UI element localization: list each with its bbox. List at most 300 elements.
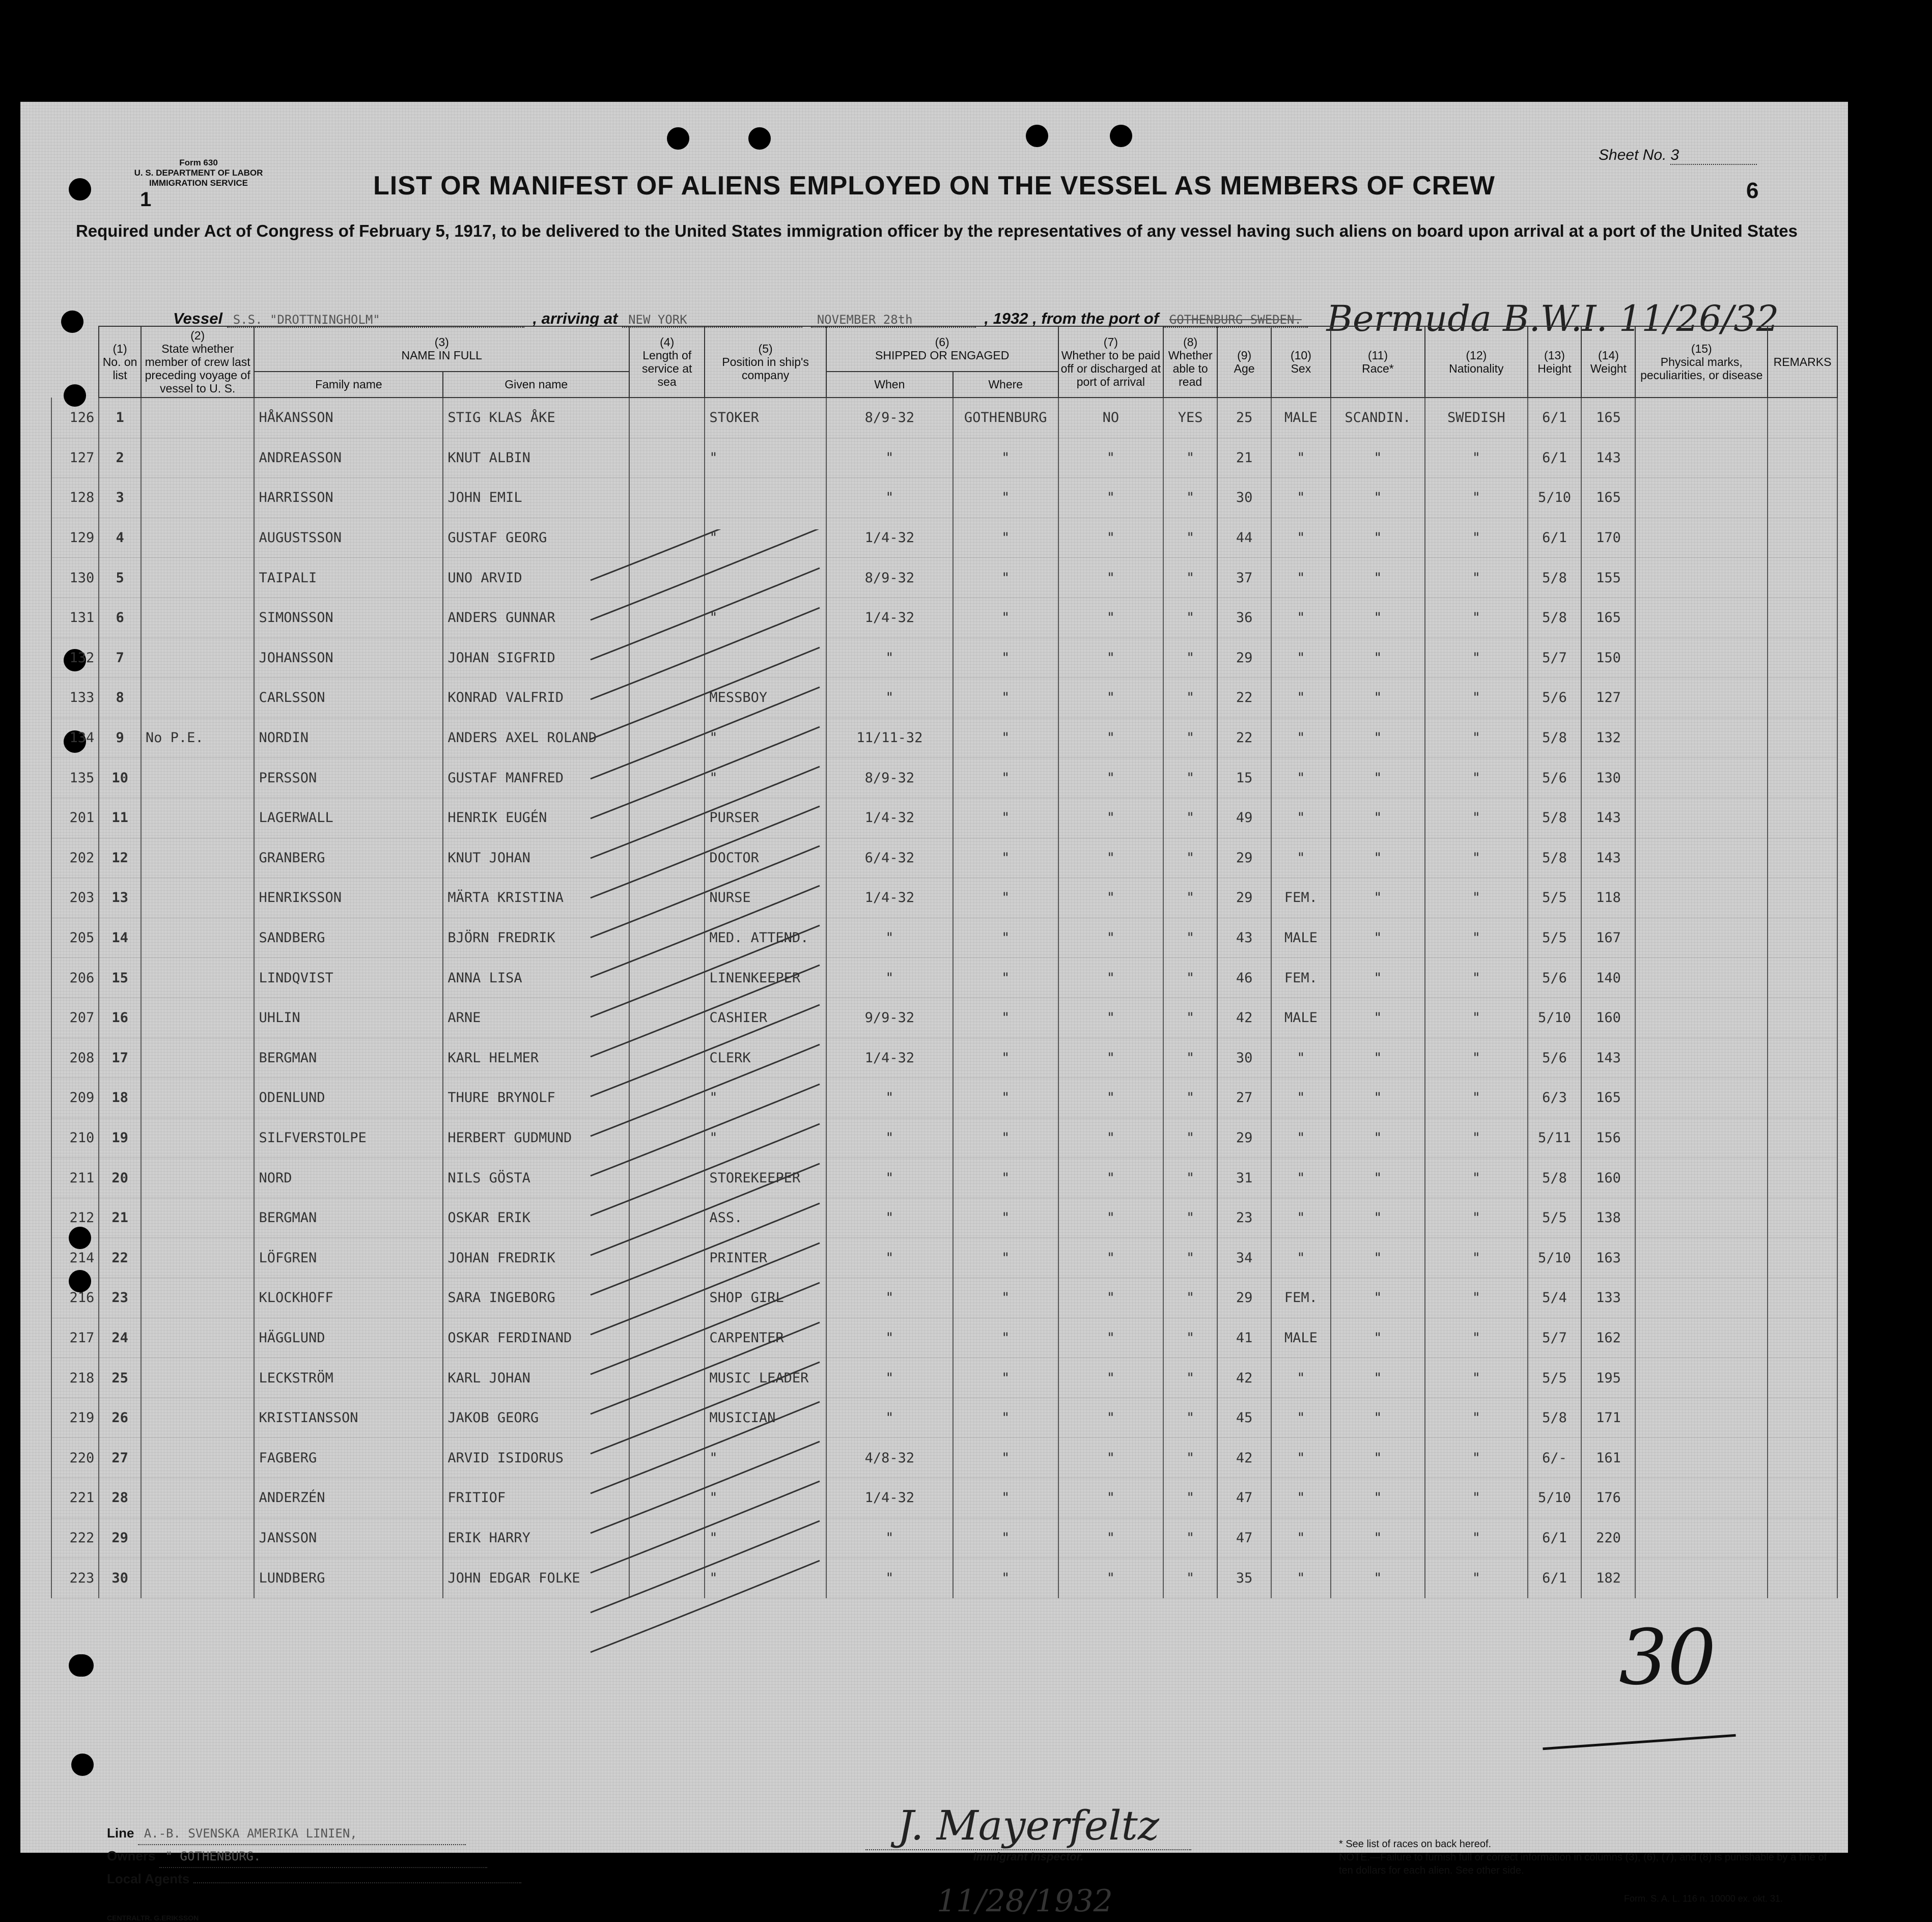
weight-cell: 143: [1581, 1038, 1635, 1078]
inspector-block: [865, 1802, 1191, 1863]
handwritten-total: 30: [1619, 1614, 1716, 1702]
ditto-stroke: [591, 965, 820, 1057]
given-name-cell: ARVID ISIDORUS: [443, 1438, 629, 1478]
from-port-handwritten: Bermuda B.W.I. 11/26/32: [1326, 298, 1779, 340]
shipped-when-cell: 1/4-32: [826, 878, 953, 918]
nationality-cell: ": [1425, 918, 1527, 958]
form-number: Form 630: [179, 158, 218, 167]
remarks-cell: [1768, 1278, 1837, 1318]
physical-marks-cell: [1635, 1558, 1768, 1598]
ditto-stroke: [591, 529, 820, 580]
side-number-cell: 205: [51, 918, 99, 958]
shipped-when-cell: ": [826, 1318, 953, 1358]
inspection-date: 11/28/1932: [937, 1883, 1113, 1919]
race-cell: ": [1331, 678, 1425, 718]
list-number-cell: 22: [99, 1238, 141, 1278]
physical-marks-cell: [1635, 878, 1768, 918]
physical-marks-cell: [1635, 1278, 1768, 1318]
table-row: [51, 1398, 1837, 1438]
ditto-stroke: [591, 1362, 820, 1454]
weight-cell: 167: [1581, 918, 1635, 958]
nationality-cell: ": [1425, 798, 1527, 838]
list-number-cell: 25: [99, 1358, 141, 1398]
sex-cell: ": [1271, 838, 1331, 878]
remarks-cell: [1768, 438, 1837, 478]
ditto-stroke: [591, 806, 820, 898]
nationality-cell: ": [1425, 438, 1527, 478]
ditto-stroke: [591, 886, 820, 977]
footnotes: [1339, 1838, 1828, 1877]
side-number-cell: 222: [51, 1518, 99, 1558]
service-length-cell: [629, 438, 705, 478]
remarks-cell: [1768, 678, 1837, 718]
remarks-cell: [1768, 878, 1837, 918]
weight-cell: 143: [1581, 438, 1635, 478]
shipped-where-cell: ": [953, 1518, 1058, 1558]
previous-voyage-cell: [141, 518, 255, 558]
sex-cell: ": [1271, 1398, 1331, 1438]
weight-cell: 176: [1581, 1478, 1635, 1518]
nationality-cell: ": [1425, 1398, 1527, 1438]
list-number-cell: 28: [99, 1478, 141, 1518]
side-number-cell: 214: [51, 1238, 99, 1278]
shipped-where-cell: GOTHENBURG: [953, 398, 1058, 438]
paid-off-cell: ": [1058, 758, 1164, 798]
previous-voyage-cell: [141, 838, 255, 878]
able-to-read-cell: ": [1163, 478, 1217, 518]
service: IMMIGRATION SERVICE: [149, 178, 248, 188]
race-cell: ": [1331, 1518, 1425, 1558]
inspector-signature: J. Mayerfeltz: [898, 1802, 1159, 1849]
list-number-cell: 27: [99, 1438, 141, 1478]
shipped-where-cell: ": [953, 678, 1058, 718]
sex-cell: ": [1271, 718, 1331, 758]
ditto-stroke: [591, 1005, 820, 1096]
manifest-sheet: [20, 102, 1848, 1922]
race-cell: ": [1331, 1038, 1425, 1078]
service-length-cell: [629, 398, 705, 438]
ditto-stroke: [591, 608, 820, 699]
paid-off-cell: ": [1058, 998, 1164, 1038]
paid-off-cell: ": [1058, 1398, 1164, 1438]
age-cell: 35: [1217, 1558, 1271, 1598]
shipped-when-cell: 1/4-32: [826, 1478, 953, 1518]
vessel-label: Vessel: [173, 309, 223, 327]
age-cell: 25: [1217, 398, 1271, 438]
page-number: 6: [1746, 178, 1759, 203]
paid-off-cell: ": [1058, 798, 1164, 838]
nationality-cell: ": [1425, 1318, 1527, 1358]
age-cell: 46: [1217, 958, 1271, 998]
list-number-cell: 21: [99, 1198, 141, 1238]
race-cell: ": [1331, 478, 1425, 518]
shipped-when-cell: ": [826, 1358, 953, 1398]
given-name-cell: HENRIK EUGÉN: [443, 798, 629, 838]
height-cell: 5/11: [1528, 1118, 1582, 1158]
position-cell: LINENKEEPER: [705, 958, 826, 998]
sex-cell: MALE: [1271, 998, 1331, 1038]
given-name-cell: ANNA LISA: [443, 958, 629, 998]
sheet-number: [1599, 147, 1757, 165]
corner-mark: 1: [140, 188, 152, 211]
sex-cell: ": [1271, 438, 1331, 478]
when-header: When: [826, 372, 953, 398]
age-cell: 31: [1217, 1158, 1271, 1198]
able-to-read-cell: ": [1163, 638, 1217, 678]
side-number-cell: 223: [51, 1558, 99, 1598]
nationality-cell: ": [1425, 1438, 1527, 1478]
weight-cell: 160: [1581, 1158, 1635, 1198]
weight-cell: 155: [1581, 558, 1635, 598]
table-row: [51, 1438, 1837, 1478]
shipped-when-cell: ": [826, 678, 953, 718]
col-header-13: (13) Height: [1528, 326, 1582, 398]
previous-voyage-cell: [141, 558, 255, 598]
sex-cell: ": [1271, 678, 1331, 718]
arriving-label: , arriving at: [533, 309, 618, 327]
given-name-cell: OSKAR FERDINAND: [443, 1318, 629, 1358]
sex-cell: ": [1271, 1238, 1331, 1278]
side-number-cell: 135: [51, 758, 99, 798]
table-row: [51, 638, 1837, 678]
weight-cell: 171: [1581, 1398, 1635, 1438]
height-cell: 5/7: [1528, 638, 1582, 678]
position-cell: NURSE: [705, 878, 826, 918]
shipped-when-cell: ": [826, 1398, 953, 1438]
ditto-stroke: [591, 767, 820, 858]
weight-cell: 140: [1581, 958, 1635, 998]
total-underline: [1543, 1734, 1735, 1750]
family-name-cell: FAGBERG: [254, 1438, 443, 1478]
physical-marks-cell: [1635, 398, 1768, 438]
family-name-cell: HÄGGLUND: [254, 1318, 443, 1358]
table-row: [51, 678, 1837, 718]
weight-cell: 182: [1581, 1558, 1635, 1598]
race-cell: ": [1331, 1198, 1425, 1238]
position-cell: ": [705, 1558, 826, 1598]
given-name-cell: BJÖRN FREDRIK: [443, 918, 629, 958]
shipped-where-cell: ": [953, 1158, 1058, 1198]
remarks-cell: [1768, 918, 1837, 958]
family-name-cell: ODENLUND: [254, 1078, 443, 1118]
age-cell: 27: [1217, 1078, 1271, 1118]
physical-marks-cell: [1635, 678, 1768, 718]
table-row: [51, 1478, 1837, 1518]
paid-off-cell: ": [1058, 1038, 1164, 1078]
remarks-cell: [1768, 1518, 1837, 1558]
race-cell: ": [1331, 1438, 1425, 1478]
position-cell: MESSBOY: [705, 678, 826, 718]
position-cell: DOCTOR: [705, 838, 826, 878]
previous-voyage-cell: [141, 438, 255, 478]
col-header-9: (9) Age: [1217, 326, 1271, 398]
previous-voyage-cell: [141, 678, 255, 718]
ditto-stroke: [591, 687, 820, 779]
height-cell: 5/10: [1528, 998, 1582, 1038]
able-to-read-cell: ": [1163, 1278, 1217, 1318]
able-to-read-cell: ": [1163, 598, 1217, 638]
race-cell: ": [1331, 1238, 1425, 1278]
height-cell: 6/1: [1528, 438, 1582, 478]
shipped-where-cell: ": [953, 1358, 1058, 1398]
able-to-read-cell: ": [1163, 1158, 1217, 1198]
remarks-cell: [1768, 478, 1837, 518]
weight-cell: 160: [1581, 998, 1635, 1038]
side-number-cell: 133: [51, 678, 99, 718]
paid-off-cell: ": [1058, 718, 1164, 758]
paid-off-cell: ": [1058, 1238, 1164, 1278]
able-to-read-cell: ": [1163, 1358, 1217, 1398]
shipped-when-cell: ": [826, 1558, 953, 1598]
shipped-when-cell: 1/4-32: [826, 1038, 953, 1078]
shipped-when-cell: 4/8-32: [826, 1438, 953, 1478]
height-cell: 6/1: [1528, 1518, 1582, 1558]
previous-voyage-cell: [141, 758, 255, 798]
physical-marks-cell: [1635, 1318, 1768, 1358]
weight-cell: 156: [1581, 1118, 1635, 1158]
shipped-when-cell: ": [826, 1198, 953, 1238]
list-number-cell: 23: [99, 1278, 141, 1318]
given-name-cell: HERBERT GUDMUND: [443, 1118, 629, 1158]
age-cell: 36: [1217, 598, 1271, 638]
physical-marks-cell: [1635, 838, 1768, 878]
paid-off-cell: ": [1058, 1318, 1164, 1358]
side-number-cell: 208: [51, 1038, 99, 1078]
printer-credit: CENTRALTR. G.ERIKSSON: [107, 1914, 199, 1922]
side-number-cell: 129: [51, 518, 99, 558]
physical-marks-cell: [1635, 478, 1768, 518]
sex-cell: ": [1271, 598, 1331, 638]
table-row: [51, 758, 1837, 798]
punch-hole: [748, 127, 771, 150]
height-cell: 5/4: [1528, 1278, 1582, 1318]
race-cell: ": [1331, 638, 1425, 678]
paid-off-cell: ": [1058, 918, 1164, 958]
position-cell: ": [705, 1518, 826, 1558]
nationality-cell: ": [1425, 598, 1527, 638]
sex-cell: ": [1271, 1158, 1331, 1198]
age-cell: 30: [1217, 1038, 1271, 1078]
race-cell: ": [1331, 1398, 1425, 1438]
given-name-cell: MÄRTA KRISTINA: [443, 878, 629, 918]
able-to-read-cell: ": [1163, 518, 1217, 558]
family-name-cell: CARLSSON: [254, 678, 443, 718]
family-name-cell: BERGMAN: [254, 1198, 443, 1238]
shipped-when-cell: ": [826, 1518, 953, 1558]
given-name-cell: JAKOB GEORG: [443, 1398, 629, 1438]
punch-hole: [1110, 125, 1132, 147]
ditto-stroke: [591, 1283, 820, 1374]
height-cell: 5/5: [1528, 1358, 1582, 1398]
physical-marks-cell: [1635, 998, 1768, 1038]
shipped-when-cell: ": [826, 1278, 953, 1318]
height-cell: 5/10: [1528, 478, 1582, 518]
nationality-cell: ": [1425, 1118, 1527, 1158]
physical-marks-cell: [1635, 1478, 1768, 1518]
weight-cell: 133: [1581, 1278, 1635, 1318]
list-number-cell: 24: [99, 1318, 141, 1358]
previous-voyage-cell: [141, 478, 255, 518]
remarks-cell: [1768, 798, 1837, 838]
table-row: [51, 1518, 1837, 1558]
remarks-cell: [1768, 1478, 1837, 1518]
ditto-stroke: [591, 1124, 820, 1216]
previous-voyage-cell: [141, 1358, 255, 1398]
shipped-where-cell: ": [953, 1558, 1058, 1598]
shipped-when-cell: 1/4-32: [826, 598, 953, 638]
given-name-cell: KARL HELMER: [443, 1038, 629, 1078]
race-cell: ": [1331, 758, 1425, 798]
family-name-header: Family name: [254, 372, 443, 398]
shipped-where-cell: ": [953, 638, 1058, 678]
position-cell: PURSER: [705, 798, 826, 838]
age-cell: 29: [1217, 838, 1271, 878]
position-cell: SHOP GIRL: [705, 1278, 826, 1318]
weight-cell: 138: [1581, 1198, 1635, 1238]
family-name-cell: SANDBERG: [254, 918, 443, 958]
paid-off-cell: ": [1058, 638, 1164, 678]
physical-marks-cell: [1635, 1398, 1768, 1438]
shipped-where-cell: ": [953, 518, 1058, 558]
shipped-where-cell: ": [953, 1478, 1058, 1518]
shipped-when-cell: 1/4-32: [826, 518, 953, 558]
physical-marks-cell: [1635, 1158, 1768, 1198]
given-name-cell: ANDERS AXEL ROLAND: [443, 718, 629, 758]
weight-cell: 132: [1581, 718, 1635, 758]
remarks-cell: [1768, 1158, 1837, 1198]
able-to-read-cell: ": [1163, 1038, 1217, 1078]
nationality-cell: ": [1425, 638, 1527, 678]
nationality-cell: ": [1425, 1358, 1527, 1398]
arrival-date: NOVEMBER 28th: [811, 313, 976, 328]
line-value: A.-B. SVENSKA AMERIKA LINIEN,: [138, 1823, 466, 1845]
table-row: [51, 1158, 1837, 1198]
position-cell: [705, 478, 826, 518]
physical-marks-cell: [1635, 598, 1768, 638]
department: U. S. DEPARTMENT OF LABOR: [134, 168, 263, 178]
age-cell: 41: [1217, 1318, 1271, 1358]
weight-cell: 165: [1581, 1078, 1635, 1118]
weight-cell: 163: [1581, 1238, 1635, 1278]
race-cell: ": [1331, 798, 1425, 838]
able-to-read-cell: ": [1163, 878, 1217, 918]
side-number-cell: 217: [51, 1318, 99, 1358]
list-number-cell: 29: [99, 1518, 141, 1558]
able-to-read-cell: ": [1163, 718, 1217, 758]
race-cell: ": [1331, 958, 1425, 998]
position-cell: ": [705, 438, 826, 478]
shipped-where-cell: ": [953, 838, 1058, 878]
nationality-cell: ": [1425, 838, 1527, 878]
able-to-read-cell: ": [1163, 1198, 1217, 1238]
given-name-header: Given name: [443, 372, 629, 398]
given-name-cell: ERIK HARRY: [443, 1518, 629, 1558]
previous-voyage-cell: [141, 878, 255, 918]
list-number-cell: 20: [99, 1158, 141, 1198]
physical-marks-cell: [1635, 1238, 1768, 1278]
ditto-stroke: [591, 727, 820, 818]
able-to-read-cell: ": [1163, 438, 1217, 478]
age-cell: 42: [1217, 1358, 1271, 1398]
punch-hole: [71, 1654, 94, 1677]
list-number-cell: 6: [99, 598, 141, 638]
shipped-when-cell: ": [826, 918, 953, 958]
shipped-where-cell: ": [953, 1438, 1058, 1478]
race-cell: ": [1331, 838, 1425, 878]
shipped-when-cell: 6/4-32: [826, 838, 953, 878]
col-header-2: (2) State whether member of crew last preceding voyage of vessel to U. S.: [141, 326, 255, 398]
shipped-when-cell: 9/9-32: [826, 998, 953, 1038]
able-to-read-cell: ": [1163, 918, 1217, 958]
shipped-where-cell: ": [953, 1118, 1058, 1158]
age-cell: 29: [1217, 1118, 1271, 1158]
ditto-stroke: [591, 1164, 820, 1255]
family-name-cell: LUNDBERG: [254, 1558, 443, 1598]
weight-cell: 165: [1581, 478, 1635, 518]
age-cell: 21: [1217, 438, 1271, 478]
list-number-cell: 15: [99, 958, 141, 998]
sex-cell: ": [1271, 1518, 1331, 1558]
able-to-read-cell: ": [1163, 1318, 1217, 1358]
previous-voyage-cell: [141, 598, 255, 638]
paid-off-cell: ": [1058, 838, 1164, 878]
note-races: * See list of races on back hereof.: [1339, 1839, 1492, 1850]
paid-off-cell: ": [1058, 1558, 1164, 1598]
paid-off-cell: ": [1058, 518, 1164, 558]
list-number-cell: 1: [99, 398, 141, 438]
sex-cell: FEM.: [1271, 878, 1331, 918]
punch-hole: [667, 127, 689, 150]
physical-marks-cell: [1635, 718, 1768, 758]
previous-voyage-cell: [141, 1238, 255, 1278]
table-row: [51, 838, 1837, 878]
race-cell: ": [1331, 1278, 1425, 1318]
side-number-cell: 216: [51, 1278, 99, 1318]
list-number-cell: 26: [99, 1398, 141, 1438]
ditto-stroke: [591, 1084, 820, 1176]
shipped-where-cell: ": [953, 438, 1058, 478]
age-cell: 37: [1217, 558, 1271, 598]
inspector-label: Immigrant Inspector.: [865, 1849, 1191, 1863]
family-name-cell: LINDQVIST: [254, 958, 443, 998]
side-number-cell: 206: [51, 958, 99, 998]
previous-voyage-cell: [141, 1558, 255, 1598]
ditto-stroke: [591, 1322, 820, 1414]
col-header-15: (15) Physical marks, peculiarities, or disease: [1635, 326, 1768, 398]
nationality-cell: ": [1425, 1478, 1527, 1518]
sex-cell: FEM.: [1271, 958, 1331, 998]
shipped-where-cell: ": [953, 758, 1058, 798]
remarks-cell: [1768, 398, 1837, 438]
nationality-cell: ": [1425, 1518, 1527, 1558]
agents-label: Local Agents: [107, 1871, 190, 1886]
list-number-cell: 8: [99, 678, 141, 718]
height-cell: 5/8: [1528, 718, 1582, 758]
table-row: [51, 478, 1837, 518]
ditto-stroke: [591, 1243, 820, 1335]
previous-voyage-cell: [141, 1278, 255, 1318]
height-cell: 5/8: [1528, 838, 1582, 878]
age-cell: 22: [1217, 678, 1271, 718]
nationality-cell: ": [1425, 758, 1527, 798]
age-cell: 42: [1217, 998, 1271, 1038]
previous-voyage-cell: [141, 1078, 255, 1118]
family-name-cell: ANDREASSON: [254, 438, 443, 478]
family-name-cell: AUGUSTSSON: [254, 518, 443, 558]
height-cell: 5/10: [1528, 1238, 1582, 1278]
given-name-cell: JOHAN FREDRIK: [443, 1238, 629, 1278]
paid-off-cell: ": [1058, 1078, 1164, 1118]
